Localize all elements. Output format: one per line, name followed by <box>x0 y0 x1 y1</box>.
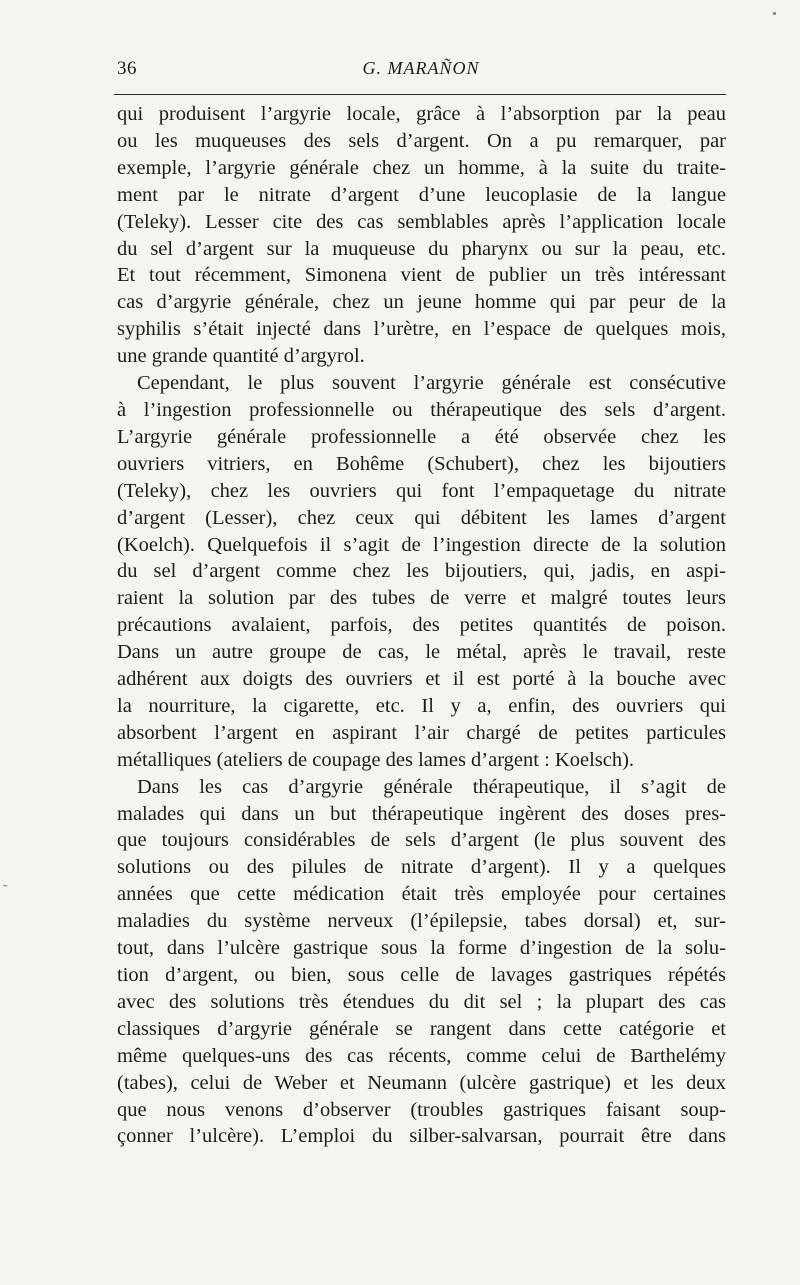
paragraph-3 <box>117 774 726 1151</box>
text-line: Cependant, le plus souvent l’argyrie générale est consécutive <box>137 372 726 395</box>
paragraph-2 <box>117 370 726 774</box>
text-line: qui produisent l’argyrie locale, grâce à l’absorption par la peau <box>117 103 726 125</box>
text-line: absorbent l’argent en aspirant l’air chargé de petites particules <box>117 721 726 744</box>
text-line: une grande quantité d’argyrol. <box>117 345 365 368</box>
text-line: du sel d’argent sur la muqueuse du pharynx ou sur la peau, etc. <box>117 237 726 260</box>
text-line: avec des solutions très étendues du dit sel ; la plupart des cas <box>117 990 726 1013</box>
body-text <box>117 101 726 1150</box>
text-line: raient la solution par des tubes de verre et malgré toutes leurs <box>117 587 726 610</box>
text-line: maladies du système nerveux (l’épilepsie, tabes dorsal) et, sur- <box>117 910 726 933</box>
text-line: (Koelch). Quelquefois il s’agit de l’ingestion directe de la solution <box>117 533 726 556</box>
text-line: (Teleky), chez les ouvriers qui font l’empaquetage du nitrate <box>117 479 726 502</box>
text-line: cas d’argyrie générale, chez un jeune homme qui par peur de la <box>117 291 726 314</box>
text-line: Et tout récemment, Simonena vient de publier un très intéressant <box>117 264 726 287</box>
text-line: çonner l’ulcère). L’emploi du silber-salvarsan, pourrait être dans <box>117 1125 726 1148</box>
running-head-author: G. MARAÑON <box>362 58 480 78</box>
text-line: malades qui dans un but thérapeutique ingèrent des doses pres- <box>117 802 726 825</box>
text-line: ment par le nitrate d’argent d’une leucoplasie de la langue <box>117 183 726 206</box>
text-line: à l’ingestion professionnelle ou thérapeutique des sels d’argent. <box>117 398 726 421</box>
text-line: que toujours considérables de sels d’argent (le plus souvent des <box>117 829 726 852</box>
text-line: L’argyrie générale professionnelle a été observée chez les <box>117 425 726 448</box>
text-line: d’argent (Lesser), chez ceux qui débitent les lames d’argent <box>117 506 726 529</box>
page-header <box>117 58 725 84</box>
text-line: (tabes), celui de Weber et Neumann (ulcère gastrique) et les deux <box>117 1071 726 1094</box>
text-line: solutions ou des pilules de nitrate d’argent). Il y a quelques <box>117 856 726 879</box>
text-line: tout, dans l’ulcère gastrique sous la forme d’ingestion de la solu- <box>117 937 726 960</box>
paragraph-1 <box>117 101 726 370</box>
text-line: même quelques-uns des cas récents, comme celui de Barthelémy <box>117 1044 726 1067</box>
text-line: adhérent aux doigts des ouvriers et il est porté à la bouche avec <box>117 668 726 691</box>
text-line: précautions avalaient, parfois, des petites quantités de poison. <box>117 614 726 637</box>
text-line: ouvriers vitriers, en Bohême (Schubert), chez les bijoutiers <box>117 452 726 475</box>
text-line: années que cette médication était très employée pour certaines <box>117 883 726 906</box>
margin-mark: ˜ <box>3 883 8 898</box>
text-line: Dans un autre groupe de cas, le métal, après le travail, reste <box>117 641 726 664</box>
text-line: que nous venons d’observer (troubles gastriques faisant soup- <box>117 1098 726 1121</box>
text-line: ou les muqueuses des sels d’argent. On a pu remarquer, par <box>117 129 726 152</box>
text-line: la nourriture, la cigarette, etc. Il y a, enfin, des ouvriers qui <box>117 694 726 717</box>
scan-speck <box>773 12 776 15</box>
text-line: syphilis s’était injecté dans l’urètre, en l’espace de quelques mois, <box>117 318 726 341</box>
text-line: classiques d’argyrie générale se rangent dans cette catégorie et <box>117 1017 726 1040</box>
header-rule <box>114 94 726 95</box>
text-line: tion d’argent, ou bien, sous celle de lavages gastriques répétés <box>117 964 726 986</box>
text-line: exemple, l’argyrie générale chez un homme, à la suite du traite- <box>117 156 726 179</box>
text-line: Dans les cas d’argyrie générale thérapeutique, il s’agit de <box>137 775 726 798</box>
text-line: métalliques (ateliers de coupage des lames d’argent : Koelsch). <box>117 748 635 771</box>
page-number: 36 <box>117 58 137 79</box>
text-line: (Teleky). Lesser cite des cas semblables après l’application locale <box>117 210 726 233</box>
text-line: du sel d’argent comme chez les bijoutiers, qui, jadis, en aspi- <box>117 560 726 583</box>
